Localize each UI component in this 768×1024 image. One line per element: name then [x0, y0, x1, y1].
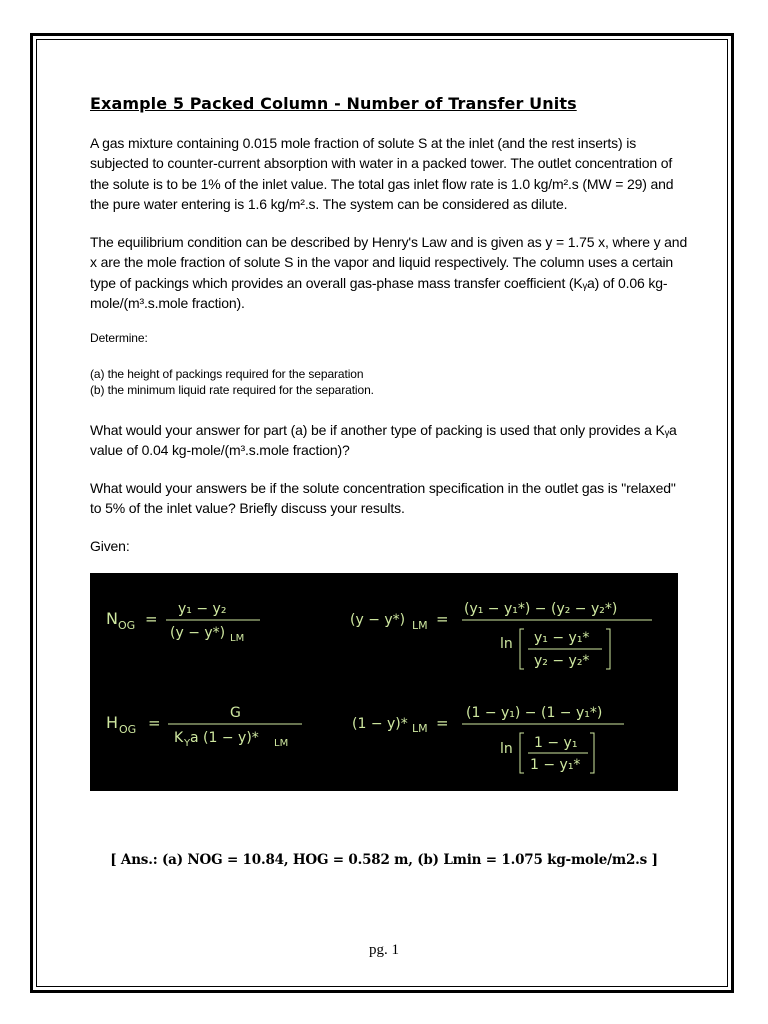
- ylm-ln: ln: [500, 741, 513, 757]
- lm-numerator: (y₁ − y₁*) − (y₂ − y₂*): [464, 601, 618, 617]
- answer-line: [ Ans.: (a) NOG = 10.84, HOG = 0.582 m, (b) Lmin = 1.075 kg-mole/m2.s ]: [110, 852, 658, 868]
- nog-eq: =: [145, 610, 158, 628]
- ylm-lhs-sub: LM: [412, 722, 428, 735]
- hog-denominator-rest: a (1 − y)*: [190, 730, 259, 746]
- nog-numerator: y₁ − y₂: [178, 601, 227, 617]
- lm-inner-denominator: y₂ − y₂*: [534, 653, 590, 669]
- hog-denominator-k-sub: Y: [184, 738, 191, 749]
- lm-lhs: (y − y*): [350, 612, 406, 628]
- formula-panel: [90, 573, 678, 791]
- ylm-inner-numerator: 1 − y₁: [534, 735, 578, 751]
- one-minus-y-lm-equation: [352, 705, 624, 773]
- ylm-eq: =: [436, 714, 449, 732]
- example-title: Example 5 Packed Column - Number of Transfer Units: [90, 94, 577, 113]
- lm-lhs-sub: LM: [412, 619, 428, 632]
- nog-lhs: N: [106, 609, 118, 628]
- lm-ln: ln: [500, 636, 513, 652]
- nog-denominator: (y − y*): [170, 625, 226, 641]
- hog-lhs-sub: OG: [119, 723, 137, 736]
- parts-list: [90, 366, 690, 398]
- hog-denominator-k: K: [174, 730, 184, 746]
- hog-denominator-sub: LM: [274, 738, 289, 749]
- question-2: What would your answer for part (a) be if another type of packing is used that only provides a Kᵧa value of 0.04 kg-mole/(m³.s.mole fraction)?: [90, 422, 677, 459]
- determine-label: Determine:: [90, 331, 148, 345]
- ylm-lhs: (1 − y)*: [352, 716, 408, 732]
- problem-paragraph-1: A gas mixture containing 0.015 mole fraction of solute S at the inlet (and the rest inserts) is subjected to counter-current absorption with water in a packed tower. The outlet concentration of the solute is to be 1% of the inlet value. The total gas inlet flow rate is 1.0 kg/m².s (MW = 29) and the pure water entering is 1.6 kg/m².s. The system can be considered as dilute.: [90, 135, 674, 213]
- formula-equations: [90, 573, 678, 791]
- lm-eq: =: [436, 610, 449, 628]
- nog-denominator-sub: LM: [230, 633, 245, 644]
- ylm-numerator: (1 − y₁) − (1 − y₁*): [466, 705, 603, 721]
- lm-inner-numerator: y₁ − y₁*: [534, 630, 590, 646]
- ylm-equation: [350, 601, 652, 669]
- hog-eq: =: [148, 714, 161, 732]
- page-number: pg. 1: [369, 942, 399, 958]
- nog-equation: [106, 601, 260, 644]
- question-3: What would your answers be if the solute concentration specification in the outlet gas is "relaxed" to 5% of the inlet value? Briefly discuss your results.: [90, 480, 676, 517]
- problem-paragraph-2: The equilibrium condition can be described by Henry's Law and is given as y = 1.75 x, where y and x are the mole fraction of solute S in the vapor and liquid respectively. The column uses a certain type of packings which provides an overall gas-phase mass transfer coefficient (Kᵧa) of 0.06 kg-mole/(m³.s.mole fraction).: [90, 234, 688, 312]
- part-b: (b) the minimum liquid rate required for the separation.: [90, 383, 374, 397]
- hog-equation: [106, 705, 302, 749]
- nog-lhs-sub: OG: [118, 619, 136, 632]
- part-a: (a) the height of packings required for the separation: [90, 367, 364, 381]
- hog-lhs: H: [106, 713, 119, 732]
- given-label: Given:: [90, 538, 130, 554]
- ylm-inner-denominator: 1 − y₁*: [530, 757, 581, 773]
- hog-numerator: G: [230, 705, 241, 721]
